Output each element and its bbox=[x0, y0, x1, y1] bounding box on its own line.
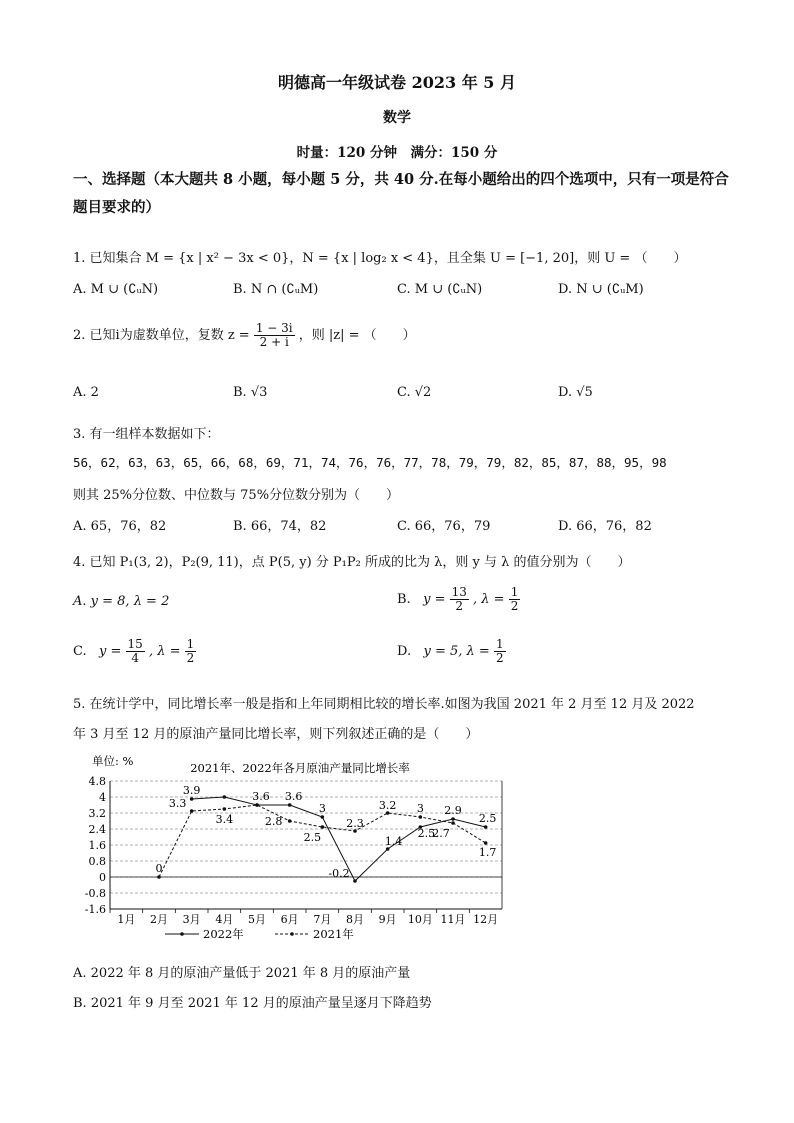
q1-option-a[interactable]: A. M ∪ (∁ᵤN) bbox=[73, 282, 159, 297]
question-5-stem-line1: 5. 在统计学中，同比增长率一般是指和上年同期相比较的增长率.如图为我国 2021 年 2 月至 12 月及 2022 bbox=[73, 697, 695, 712]
data-label: 2.5 bbox=[417, 827, 436, 840]
q1-option-d[interactable]: D. N ∪ (∁ᵤM) bbox=[558, 282, 644, 297]
exam-timing: 时量：120 分钟 满分：150 分 bbox=[296, 145, 498, 161]
data-point bbox=[419, 815, 423, 819]
q2-stem-pre: 2. 已知i为虚数单位，复数 z = bbox=[73, 328, 250, 343]
q1-option-c[interactable]: C. M ∪ (∁ᵤN) bbox=[397, 282, 483, 297]
q2-frac-den: 2 + i bbox=[259, 335, 289, 349]
y-tick-label: -1.6 bbox=[84, 903, 106, 916]
chart-title: 2021年、2022年各月原油产量同比增长率 bbox=[190, 761, 410, 775]
data-label: 3 bbox=[318, 802, 326, 815]
question-1-stem: 1. 已知集合 M = {x | x² − 3x < 0}，N = {x | log₂ x < 4}，且全集 U = [−1, 20]，则 U = （ ） bbox=[73, 251, 687, 266]
data-label: 3.3 bbox=[168, 797, 187, 810]
question-2-stem bbox=[73, 322, 416, 349]
q4-d-l-num: 1 bbox=[495, 637, 504, 651]
q4-c-label: C. bbox=[73, 644, 87, 659]
x-tick-label: 3月 bbox=[182, 913, 201, 926]
data-point bbox=[223, 807, 227, 811]
data-label: 2.7 bbox=[432, 827, 450, 840]
q3-option-a[interactable]: A. 65，76，82 bbox=[73, 519, 167, 534]
q4-b-l-den: 2 bbox=[510, 599, 519, 613]
q4-c-y-num: 15 bbox=[127, 637, 143, 651]
q1-option-b[interactable]: B. N ∩ (∁ᵤM) bbox=[233, 282, 319, 297]
data-label: 2.5 bbox=[303, 831, 322, 844]
q4-b-y-num: 13 bbox=[451, 585, 467, 599]
q4-c-l-frac bbox=[185, 638, 197, 665]
data-label: 2.8 bbox=[264, 815, 283, 828]
y-tick-label: 3.2 bbox=[88, 807, 106, 820]
q2-frac-num: 1 − 3i bbox=[255, 321, 293, 335]
x-tick-label: 6月 bbox=[280, 913, 299, 926]
q4-b-y-den: 2 bbox=[455, 599, 464, 613]
subject-title: 数学 bbox=[383, 110, 411, 126]
q4-d-eq: y = 5, λ = bbox=[423, 644, 490, 659]
legend-marker bbox=[180, 932, 184, 936]
q5-option-a[interactable]: A. 2022 年 8 月的原油产量低于 2021 年 8 月的原油产量 bbox=[73, 966, 411, 981]
q4-option-a[interactable]: A. y = 8, λ = 2 bbox=[73, 594, 170, 609]
x-tick-label: 2月 bbox=[150, 913, 168, 926]
y-tick-label: 1.6 bbox=[88, 839, 106, 852]
y-tick-label: 0.8 bbox=[88, 855, 106, 868]
data-point bbox=[484, 841, 488, 845]
data-label: 3.2 bbox=[378, 799, 397, 812]
data-point bbox=[288, 819, 292, 823]
data-point bbox=[223, 795, 227, 799]
chart-y-ticks bbox=[85, 775, 106, 916]
data-label: 3.9 bbox=[182, 784, 201, 797]
y-tick-label: 4 bbox=[99, 791, 106, 804]
x-tick-label: 7月 bbox=[313, 913, 332, 926]
data-label: 3.6 bbox=[284, 790, 303, 803]
data-label: 2.9 bbox=[444, 804, 462, 817]
q4-c-y-eq: y = bbox=[99, 644, 122, 659]
data-label: 1.4 bbox=[384, 835, 403, 848]
data-point bbox=[157, 875, 161, 879]
q4-b-y-frac bbox=[450, 586, 469, 613]
q4-b-label: B. bbox=[397, 592, 411, 607]
x-tick-label: 1月 bbox=[117, 913, 136, 926]
data-label: 3.6 bbox=[252, 790, 270, 803]
q4-d-l-den: 2 bbox=[495, 651, 504, 665]
data-label: 1.7 bbox=[478, 846, 497, 859]
q2-stem-post: ，则 |z| = （ ） bbox=[298, 328, 416, 343]
chart-x-ticks bbox=[110, 909, 498, 926]
data-point bbox=[451, 817, 455, 821]
q2-fraction bbox=[254, 322, 295, 349]
q3-ask: 则其 25%分位数、中位数与 75%分位数分别为（ ） bbox=[73, 488, 400, 503]
q2-option-a[interactable]: A. 2 bbox=[73, 385, 99, 400]
q4-c-y-frac bbox=[126, 638, 145, 665]
oil-growth-chart bbox=[70, 745, 510, 955]
q4-option-b[interactable] bbox=[397, 586, 520, 613]
q4-option-c[interactable] bbox=[73, 638, 196, 665]
data-point bbox=[255, 803, 259, 807]
data-label: 2.3 bbox=[346, 817, 364, 830]
chart-legend bbox=[165, 927, 354, 941]
x-tick-label: 8月 bbox=[346, 913, 364, 926]
question-5-stem-line2: 年 3 月至 12 月的原油产量同比增长率，则下列叙述正确的是（ ） bbox=[73, 727, 479, 742]
section-heading: 一、选择题（本大题共 8 小题，每小题 5 分，共 40 分.在每小题给出的四个选项中，只有一项是符合题目要求的） bbox=[73, 171, 729, 216]
data-label: 3 bbox=[416, 802, 424, 815]
data-point bbox=[321, 815, 325, 819]
q3-option-d[interactable]: D. 66，76，82 bbox=[558, 519, 652, 534]
x-tick-label: 10月 bbox=[407, 913, 433, 926]
legend-label: 2021年 bbox=[313, 927, 354, 941]
data-point bbox=[484, 825, 488, 829]
q4-b-l-eq: , λ = bbox=[473, 592, 505, 607]
q2-option-d[interactable]: D. √5 bbox=[558, 385, 593, 400]
data-point bbox=[321, 825, 325, 829]
data-point bbox=[288, 803, 292, 807]
data-label: -0.2 bbox=[328, 867, 350, 880]
x-tick-label: 4月 bbox=[215, 913, 234, 926]
q4-d-label: D. bbox=[397, 644, 412, 659]
y-tick-label: 2.4 bbox=[88, 823, 106, 836]
y-tick-label: 4.8 bbox=[88, 775, 106, 788]
q3-sample-data: 56，62，63，63，65，66，68，69，71，74，76，76，77，78，79，79，82，85，87，88，95，98 bbox=[73, 455, 667, 470]
y-tick-label: 0 bbox=[99, 871, 106, 884]
q3-option-c[interactable]: C. 66，76，79 bbox=[397, 519, 491, 534]
q4-d-l-frac bbox=[494, 638, 506, 665]
question-4-stem: 4. 已知 P₁(3, 2)，P₂(9, 11)，点 P(5, y) 分 P₁P₂ 所成的比为 λ，则 y 与 λ 的值分别为（ ） bbox=[73, 555, 631, 570]
q2-option-b[interactable]: B. √3 bbox=[233, 385, 268, 400]
q3-option-b[interactable]: B. 66，74，82 bbox=[233, 519, 327, 534]
q2-option-c[interactable]: C. √2 bbox=[397, 385, 432, 400]
q4-b-l-frac bbox=[509, 586, 521, 613]
data-label: 0 bbox=[155, 862, 163, 875]
data-label: 3.4 bbox=[215, 813, 234, 826]
q4-c-l-den: 2 bbox=[186, 651, 195, 665]
q4-c-l-eq: , λ = bbox=[148, 644, 181, 659]
data-point bbox=[190, 797, 194, 801]
x-tick-label: 9月 bbox=[378, 913, 397, 926]
data-point bbox=[353, 879, 357, 883]
page-title: 明德高一年级试卷 2023 年 5 月 bbox=[278, 73, 516, 92]
legend-label: 2022年 bbox=[203, 927, 244, 941]
y-tick-label: -0.8 bbox=[84, 887, 106, 900]
legend-marker bbox=[290, 932, 294, 936]
x-tick-label: 12月 bbox=[473, 913, 499, 926]
question-3-stem: 3. 有一组样本数据如下： bbox=[73, 427, 220, 442]
q4-b-l-num: 1 bbox=[510, 585, 519, 599]
data-point bbox=[451, 821, 455, 825]
x-tick-label: 5月 bbox=[248, 913, 266, 926]
chart-series bbox=[156, 784, 497, 883]
q4-c-l-num: 1 bbox=[186, 637, 195, 651]
q4-c-y-den: 4 bbox=[131, 651, 139, 665]
q4-option-d[interactable] bbox=[397, 638, 506, 665]
data-point bbox=[190, 809, 194, 813]
q4-b-y-eq: y = bbox=[423, 592, 446, 607]
chart-unit-label: 单位: % bbox=[92, 754, 134, 768]
data-label: 2.5 bbox=[478, 812, 497, 825]
x-tick-label: 11月 bbox=[440, 913, 466, 926]
q5-option-b[interactable]: B. 2021 年 9 月至 2021 年 12 月的原油产量呈逐月下降趋势 bbox=[73, 996, 432, 1011]
